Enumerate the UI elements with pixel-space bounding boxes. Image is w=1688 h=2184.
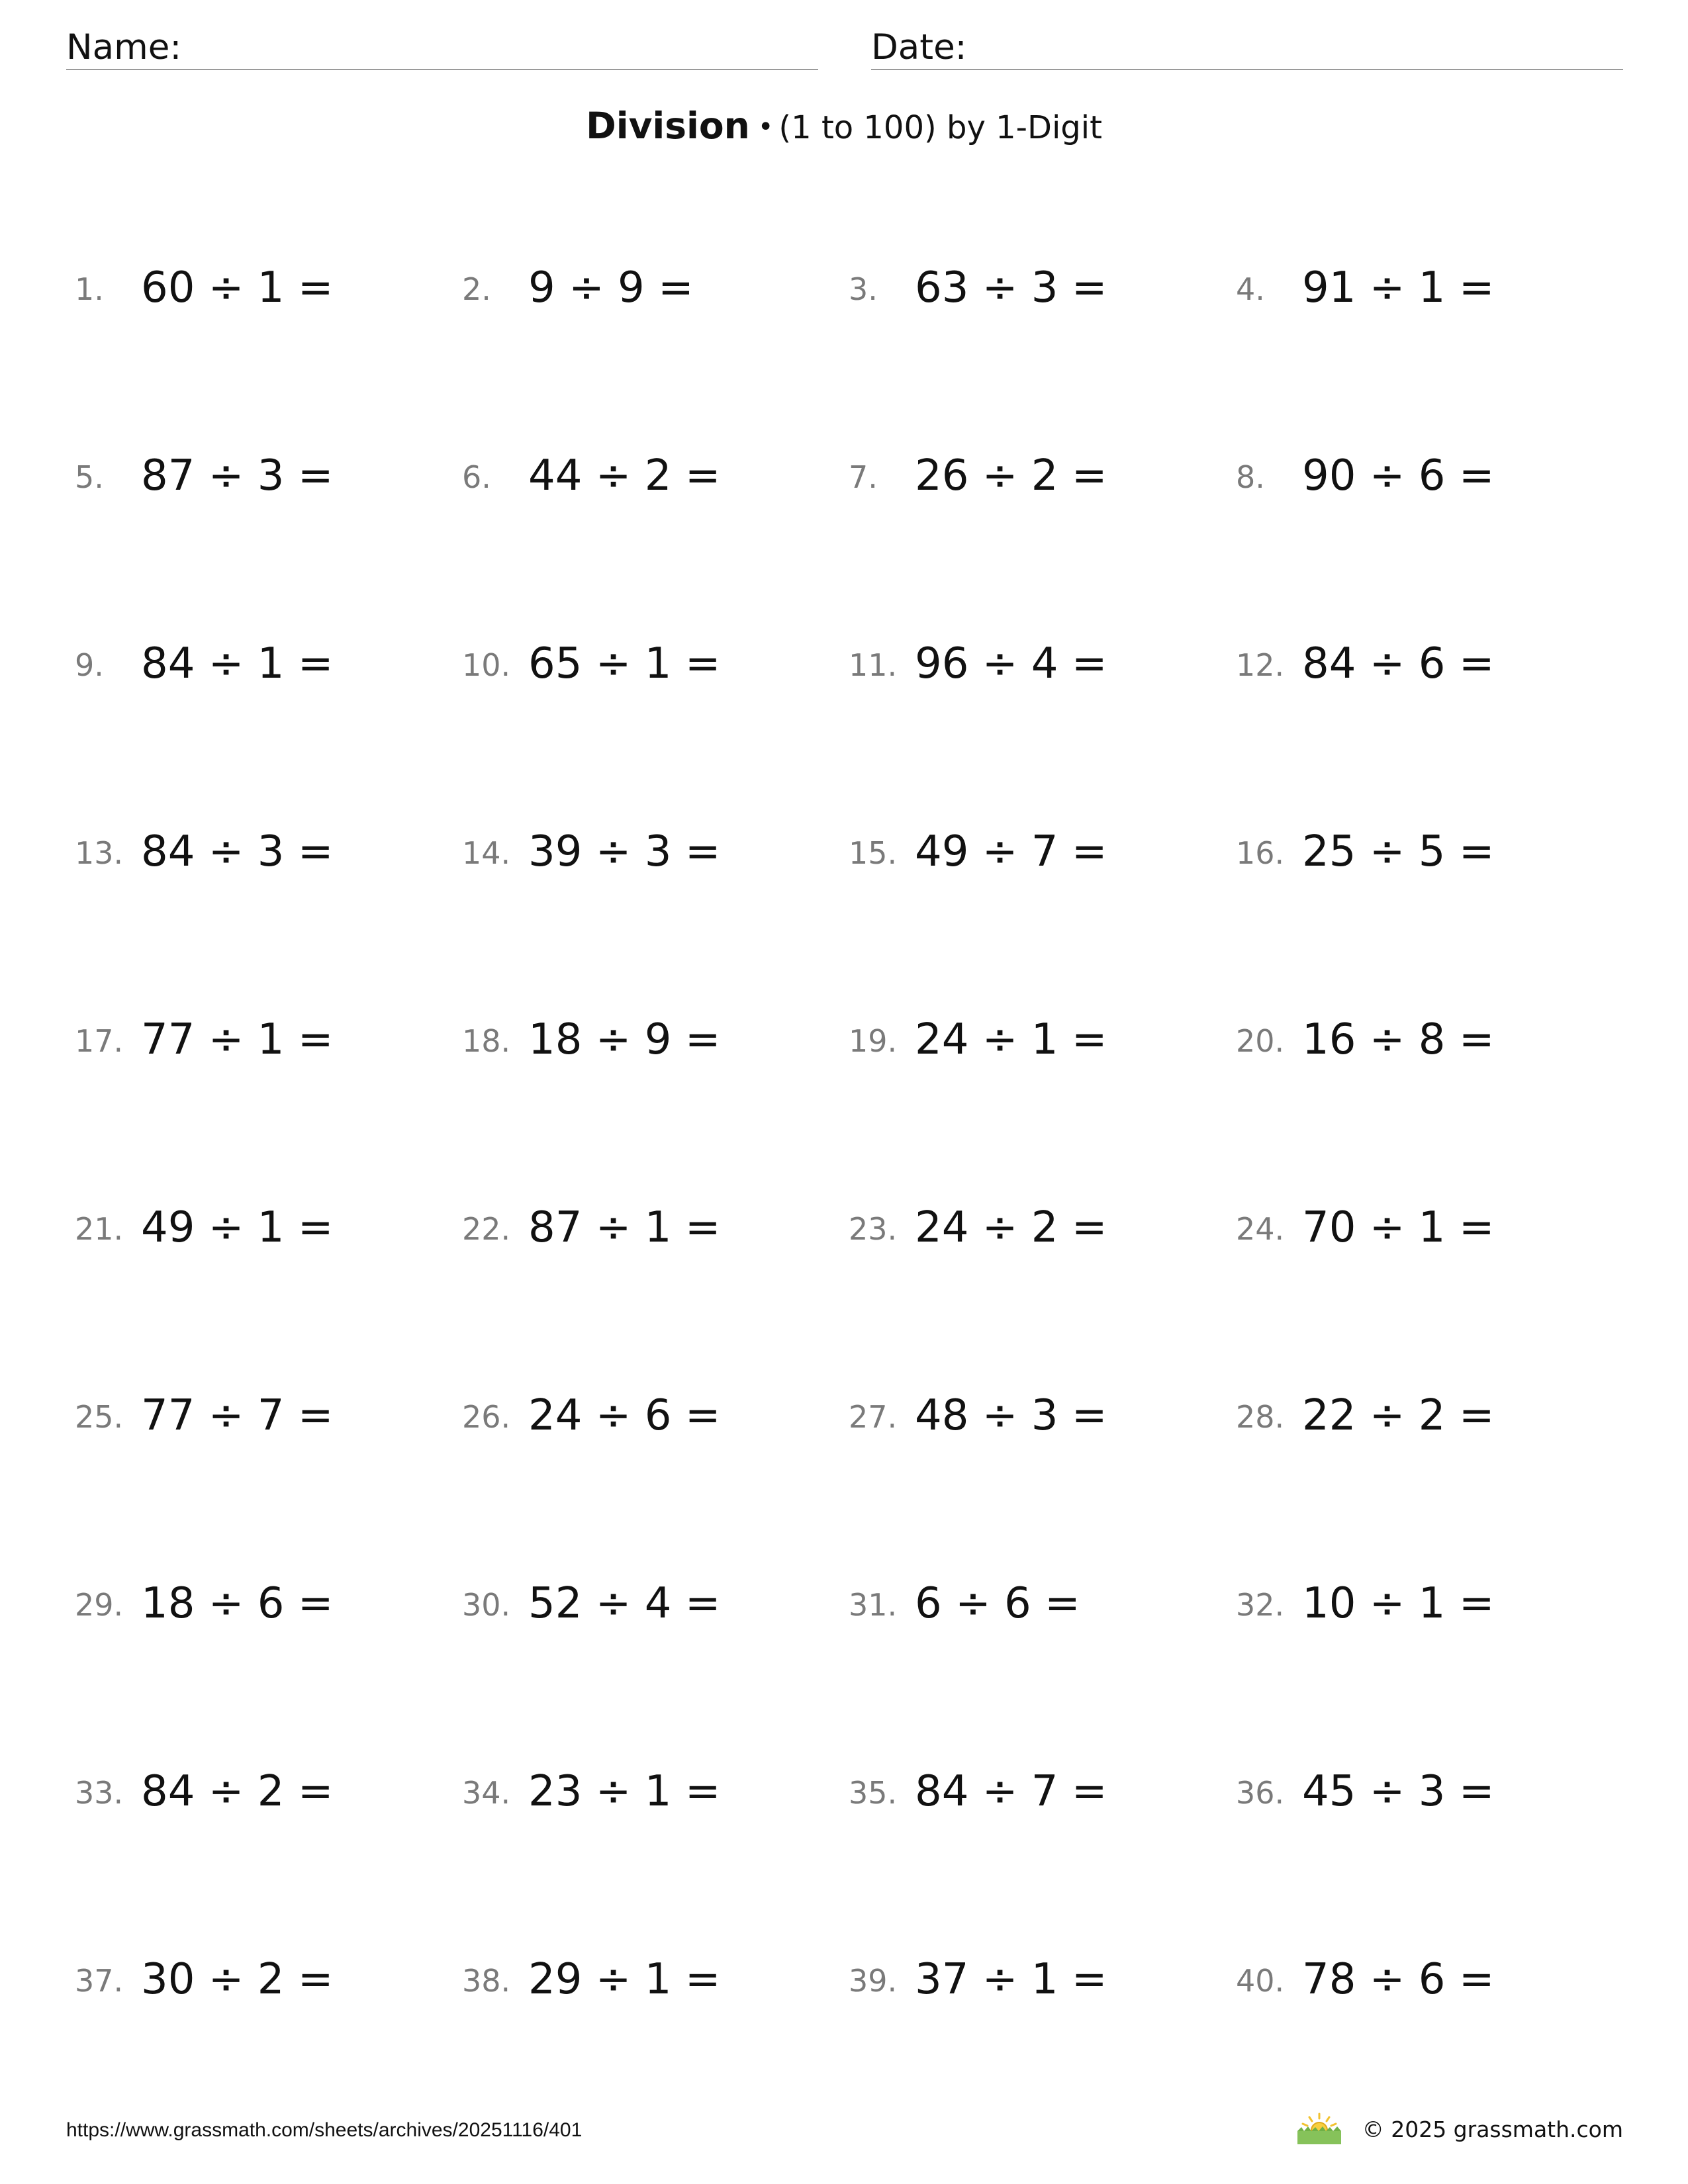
problem-number: 10. [462, 647, 511, 683]
problem-expression: 37 ÷ 1 = [915, 1955, 1107, 2004]
problem-expression: 90 ÷ 6 = [1302, 451, 1495, 500]
problem-expression: 65 ÷ 1 = [528, 639, 721, 688]
problem-number: 6. [462, 459, 491, 495]
problem-expression: 49 ÷ 7 = [915, 827, 1107, 876]
problem-number: 33. [75, 1775, 124, 1811]
problem-number: 17. [75, 1023, 124, 1059]
problem-number: 9. [75, 647, 104, 683]
problem-item [1236, 258, 1607, 318]
problem-item [462, 1386, 833, 1445]
problem-item [1236, 1386, 1607, 1445]
problem-number: 29. [75, 1587, 124, 1623]
problem-item [75, 1198, 445, 1257]
problem-item [849, 1386, 1219, 1445]
problem-item [1236, 1950, 1607, 2009]
problem-expression: 49 ÷ 1 = [141, 1203, 334, 1252]
problem-expression: 84 ÷ 6 = [1302, 639, 1495, 688]
problem-expression: 87 ÷ 1 = [528, 1203, 721, 1252]
problem-expression: 77 ÷ 7 = [141, 1391, 334, 1440]
problem-item [75, 634, 445, 694]
problem-number: 39. [849, 1963, 898, 1999]
problem-item [75, 1762, 445, 1821]
problem-expression: 48 ÷ 3 = [915, 1391, 1107, 1440]
problem-number: 36. [1236, 1775, 1285, 1811]
problem-expression: 18 ÷ 6 = [141, 1579, 334, 1628]
problem-number: 3. [849, 271, 878, 307]
problem-expression: 84 ÷ 2 = [141, 1767, 334, 1816]
problem-item [849, 1950, 1219, 2009]
problem-item [75, 1574, 445, 1633]
problem-number: 30. [462, 1587, 511, 1623]
sun-over-grass-icon [1296, 2113, 1342, 2146]
footer-branding [1296, 2113, 1623, 2146]
problem-item [462, 634, 833, 694]
problem-number: 14. [462, 835, 511, 871]
problem-number: 4. [1236, 271, 1265, 307]
problem-number: 15. [849, 835, 898, 871]
problem-item [849, 446, 1219, 506]
problem-number: 40. [1236, 1963, 1285, 1999]
problem-expression: 96 ÷ 4 = [915, 639, 1107, 688]
problem-number: 31. [849, 1587, 898, 1623]
problem-item [849, 1762, 1219, 1821]
problem-expression: 44 ÷ 2 = [528, 451, 721, 500]
name-label: Name: [66, 27, 182, 68]
problem-expression: 26 ÷ 2 = [915, 451, 1107, 500]
problem-expression: 18 ÷ 9 = [528, 1015, 721, 1064]
problem-number: 22. [462, 1211, 511, 1247]
problem-item [849, 1574, 1219, 1633]
problem-item [1236, 1010, 1607, 1069]
problem-expression: 91 ÷ 1 = [1302, 263, 1495, 312]
problem-number: 27. [849, 1399, 898, 1435]
problem-item [75, 1386, 445, 1445]
problem-expression: 77 ÷ 1 = [141, 1015, 334, 1064]
problem-number: 37. [75, 1963, 124, 1999]
problem-number: 12. [1236, 647, 1285, 683]
problem-item [1236, 634, 1607, 694]
problem-number: 13. [75, 835, 124, 871]
problem-number: 28. [1236, 1399, 1285, 1435]
problem-number: 18. [462, 1023, 511, 1059]
problem-item [849, 258, 1219, 318]
problem-item [462, 822, 833, 882]
problem-expression: 25 ÷ 5 = [1302, 827, 1495, 876]
problem-number: 16. [1236, 835, 1285, 871]
problem-item [462, 1010, 833, 1069]
problem-number: 26. [462, 1399, 511, 1435]
footer-url: https://www.grassmath.com/sheets/archives/20251116/401 [66, 2119, 583, 2141]
problem-number: 35. [849, 1775, 898, 1811]
problem-number: 7. [849, 459, 878, 495]
problem-item [75, 822, 445, 882]
problem-item [1236, 1574, 1607, 1633]
problem-expression: 84 ÷ 3 = [141, 827, 334, 876]
problem-expression: 9 ÷ 9 = [528, 263, 694, 312]
problem-number: 2. [462, 271, 491, 307]
problem-expression: 29 ÷ 1 = [528, 1955, 721, 2004]
problem-item [849, 1198, 1219, 1257]
problem-item [75, 446, 445, 506]
problem-expression: 16 ÷ 8 = [1302, 1015, 1495, 1064]
copyright-text: © 2025 grassmath.com [1362, 2116, 1623, 2142]
problem-expression: 84 ÷ 1 = [141, 639, 334, 688]
problem-number: 5. [75, 459, 104, 495]
problem-item [1236, 1198, 1607, 1257]
problem-expression: 6 ÷ 6 = [915, 1579, 1080, 1628]
title-subtitle: (1 to 100) by 1-Digit [778, 109, 1102, 146]
problem-expression: 87 ÷ 3 = [141, 451, 334, 500]
problem-expression: 52 ÷ 4 = [528, 1579, 721, 1628]
problem-expression: 84 ÷ 7 = [915, 1767, 1107, 1816]
problem-expression: 63 ÷ 3 = [915, 263, 1107, 312]
problem-expression: 30 ÷ 2 = [141, 1955, 334, 2004]
title-main: Division [586, 105, 750, 147]
problem-item [1236, 1762, 1607, 1821]
problem-expression: 39 ÷ 3 = [528, 827, 721, 876]
problem-expression: 60 ÷ 1 = [141, 263, 334, 312]
problem-expression: 24 ÷ 6 = [528, 1391, 721, 1440]
problem-number: 38. [462, 1963, 511, 1999]
problem-item [462, 1574, 833, 1633]
problem-item [849, 634, 1219, 694]
problem-expression: 24 ÷ 1 = [915, 1015, 1107, 1064]
problem-item [462, 1762, 833, 1821]
problem-number: 20. [1236, 1023, 1285, 1059]
problem-item [462, 258, 833, 318]
problem-number: 19. [849, 1023, 898, 1059]
problem-item [849, 1010, 1219, 1069]
date-label: Date: [871, 27, 967, 68]
problem-item [1236, 446, 1607, 506]
problem-item [462, 446, 833, 506]
problem-expression: 23 ÷ 1 = [528, 1767, 721, 1816]
problem-expression: 22 ÷ 2 = [1302, 1391, 1495, 1440]
problem-item [849, 822, 1219, 882]
problem-number: 25. [75, 1399, 124, 1435]
problem-item [462, 1198, 833, 1257]
problem-expression: 70 ÷ 1 = [1302, 1203, 1495, 1252]
problem-number: 34. [462, 1775, 511, 1811]
problem-item [75, 258, 445, 318]
problem-expression: 24 ÷ 2 = [915, 1203, 1107, 1252]
problem-expression: 78 ÷ 6 = [1302, 1955, 1495, 2004]
title-bullet: • [757, 112, 774, 142]
problem-number: 32. [1236, 1587, 1285, 1623]
problem-number: 8. [1236, 459, 1265, 495]
problem-expression: 10 ÷ 1 = [1302, 1579, 1495, 1628]
problem-number: 1. [75, 271, 104, 307]
problem-item [75, 1950, 445, 2009]
problem-item [462, 1950, 833, 2009]
problem-item [1236, 822, 1607, 882]
problem-number: 11. [849, 647, 898, 683]
problem-number: 24. [1236, 1211, 1285, 1247]
problem-item [75, 1010, 445, 1069]
problem-number: 23. [849, 1211, 898, 1247]
problem-expression: 45 ÷ 3 = [1302, 1767, 1495, 1816]
problem-number: 21. [75, 1211, 124, 1247]
